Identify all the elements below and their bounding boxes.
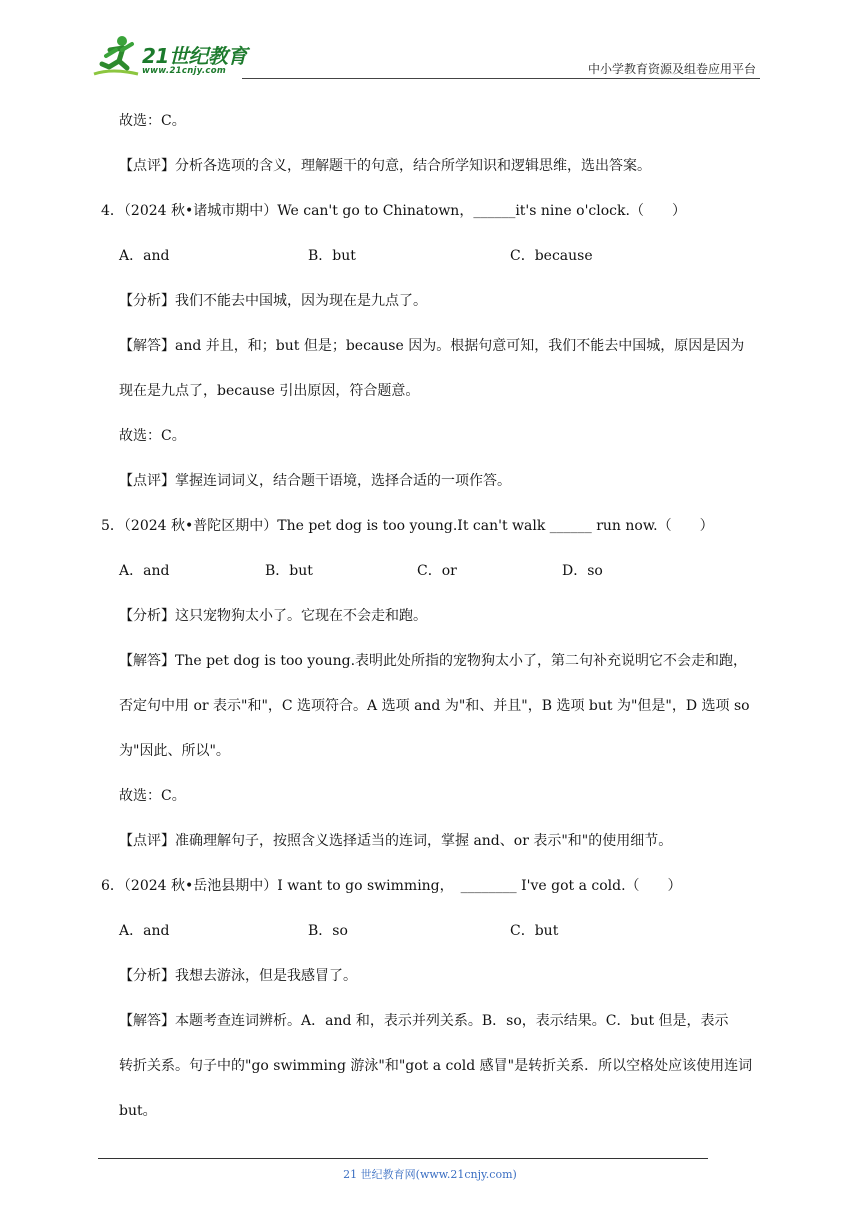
answer-line-1: 【解答】本题考查连词辨析。A．and 和，表示并列关系。B．so，表示结果。C．but 但是，表示 bbox=[119, 1013, 729, 1029]
analysis: 【分析】我想去游泳，但是我感冒了。 bbox=[119, 968, 357, 984]
option-a: A．and bbox=[119, 563, 170, 579]
comment: 【点评】准确理解句子，按照含义选择适当的连词，掌握 and、or 表示"和"的使用细节。 bbox=[119, 833, 673, 849]
footer-link[interactable]: 21 世纪教育网(www.21cnjy.com) bbox=[343, 1168, 517, 1181]
option-c: C．but bbox=[510, 923, 559, 939]
answer-line-3: 为"因此、所以"。 bbox=[119, 743, 230, 759]
answer-line-1: 【解答】The pet dog is too young.表明此处所指的宠物狗太小了，第二句补充说明它不会走和跑， bbox=[119, 653, 748, 669]
option-c: C．or bbox=[417, 563, 457, 579]
answer-line-3: but。 bbox=[119, 1103, 157, 1119]
option-c: C．because bbox=[510, 248, 593, 264]
answer-line-2: 否定句中用 or 表示"和"，C 选项符合。A 选项 and 为"和、并且"，B 选项 but 为"但是"，D 选项 so bbox=[119, 698, 750, 714]
option-b: B．so bbox=[308, 923, 348, 939]
runner-icon bbox=[92, 34, 140, 78]
logo-title: 21世纪教育 bbox=[142, 44, 247, 68]
analysis: 【分析】我们不能去中国城，因为现在是九点了。 bbox=[119, 293, 427, 309]
choice: 故选：C。 bbox=[119, 428, 186, 444]
analysis: 【分析】这只宠物狗太小了。它现在不会走和跑。 bbox=[119, 608, 427, 624]
choice: 故选：C。 bbox=[119, 788, 186, 804]
option-b: B．but bbox=[265, 563, 313, 579]
question-stem: 6．（2024 秋•岳池县期中）I want to go swimming， ________ I've got a cold.（ ） bbox=[101, 878, 682, 894]
option-d: D．so bbox=[562, 563, 603, 579]
page-header bbox=[92, 30, 760, 80]
answer-line-2: 现在是九点了，because 引出原因，符合题意。 bbox=[119, 383, 420, 399]
prev-choice: 故选：C。 bbox=[119, 113, 186, 129]
footer-divider bbox=[98, 1158, 708, 1159]
option-a: A．and bbox=[119, 248, 170, 264]
header-divider bbox=[242, 78, 760, 79]
logo-url: www.21cnjy.com bbox=[142, 66, 226, 76]
answer-line-1: 【解答】and 并且，和；but 但是；because 因为。根据句意可知，我们不能去中国城，原因是因为 bbox=[119, 338, 745, 354]
answer-line-2: 转折关系。句子中的"go swimming 游泳"和"got a cold 感冒"是转折关系．所以空格处应该使用连词 bbox=[119, 1058, 753, 1074]
option-a: A．and bbox=[119, 923, 170, 939]
comment: 【点评】掌握连词词义，结合题干语境，选择合适的一项作答。 bbox=[119, 473, 511, 489]
option-b: B．but bbox=[308, 248, 356, 264]
prev-comment: 【点评】分析各选项的含义，理解题干的句意，结合所学知识和逻辑思维，选出答案。 bbox=[119, 158, 651, 174]
question-stem: 4．（2024 秋•诸城市期中）We can't go to Chinatown，______it's nine o'clock.（ ） bbox=[101, 203, 686, 219]
site-logo[interactable] bbox=[92, 34, 262, 78]
question-stem: 5．（2024 秋•普陀区期中）The pet dog is too young.It can't walk ______ run now.（ ） bbox=[101, 518, 714, 534]
header-tagline: 中小学教育资源及组卷应用平台 bbox=[587, 62, 756, 76]
